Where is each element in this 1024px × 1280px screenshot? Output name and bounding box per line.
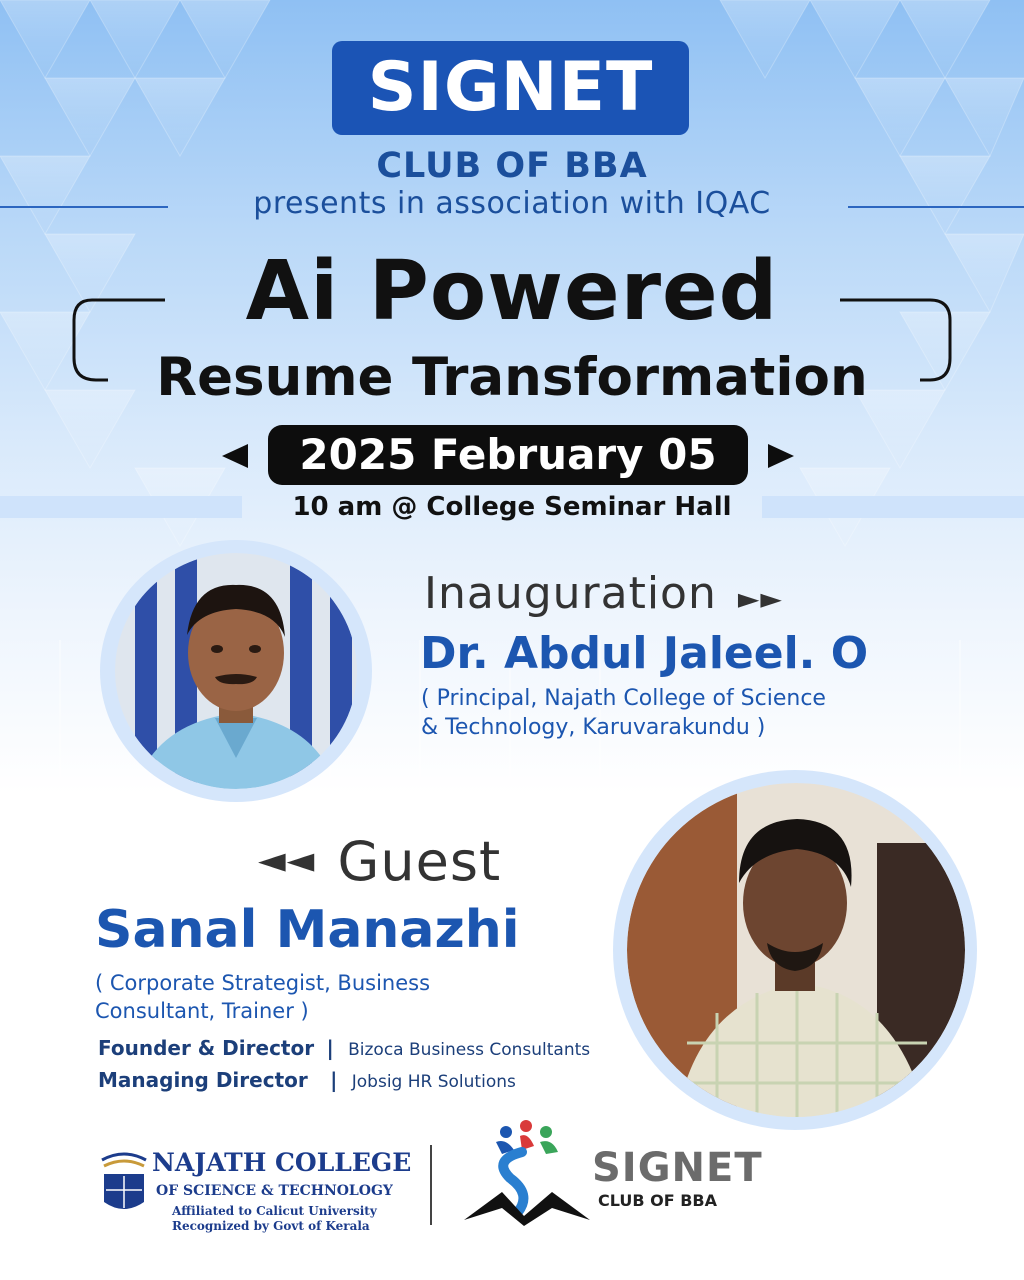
college-name: NAJATH COLLEGE <box>152 1148 412 1177</box>
right-triangle-icon <box>766 442 796 470</box>
signet-logo-subtitle: CLUB OF BBA <box>598 1191 717 1210</box>
college-crest-icon <box>100 1150 148 1218</box>
inaugurator-name: Dr. Abdul Jaleel. O <box>420 628 869 679</box>
guest-position-2: Managing Director | Jobsig HR Solutions <box>98 1068 516 1092</box>
guest-position-1: Founder & Director | Bizoca Business Consultants <box>98 1036 591 1060</box>
left-triangle-icon <box>220 442 250 470</box>
signet-badge: SIGNET <box>332 41 689 135</box>
inaugurator-photo <box>115 553 357 789</box>
inauguration-label: Inauguration ►► <box>424 568 783 619</box>
inaugurator-role: ( Principal, Najath College of Science & Technology, Karuvarakundu ) <box>421 686 826 740</box>
guest-label: ◄◄ Guest <box>258 830 502 893</box>
presents-line: presents in association with IQAC <box>253 186 771 221</box>
event-time-venue: 10 am @ College Seminar Hall <box>292 492 732 522</box>
signet-logo-name: SIGNET <box>592 1145 763 1191</box>
event-title-line1: Ai Powered <box>245 244 779 339</box>
event-title-line2: Resume Transformation <box>156 347 868 408</box>
guest-photo <box>627 783 965 1117</box>
guest-role: ( Corporate Strategist, Business Consultant, Trainer ) <box>95 971 431 1023</box>
college-subtitle: OF SCIENCE & TECHNOLOGY <box>156 1183 393 1199</box>
signet-figures-icon <box>462 1120 592 1230</box>
double-arrow-left-icon: ◄◄ <box>258 840 316 881</box>
event-date: 2025 February 05 <box>268 425 748 485</box>
double-arrow-right-icon: ►► <box>737 582 783 615</box>
college-affiliation: Affiliated to Calicut University <box>172 1204 377 1218</box>
club-name: CLUB OF BBA <box>376 146 648 186</box>
guest-name: Sanal Manazhi <box>95 900 520 960</box>
logo-divider <box>430 1145 432 1225</box>
college-recognition: Recognized by Govt of Kerala <box>172 1219 370 1233</box>
